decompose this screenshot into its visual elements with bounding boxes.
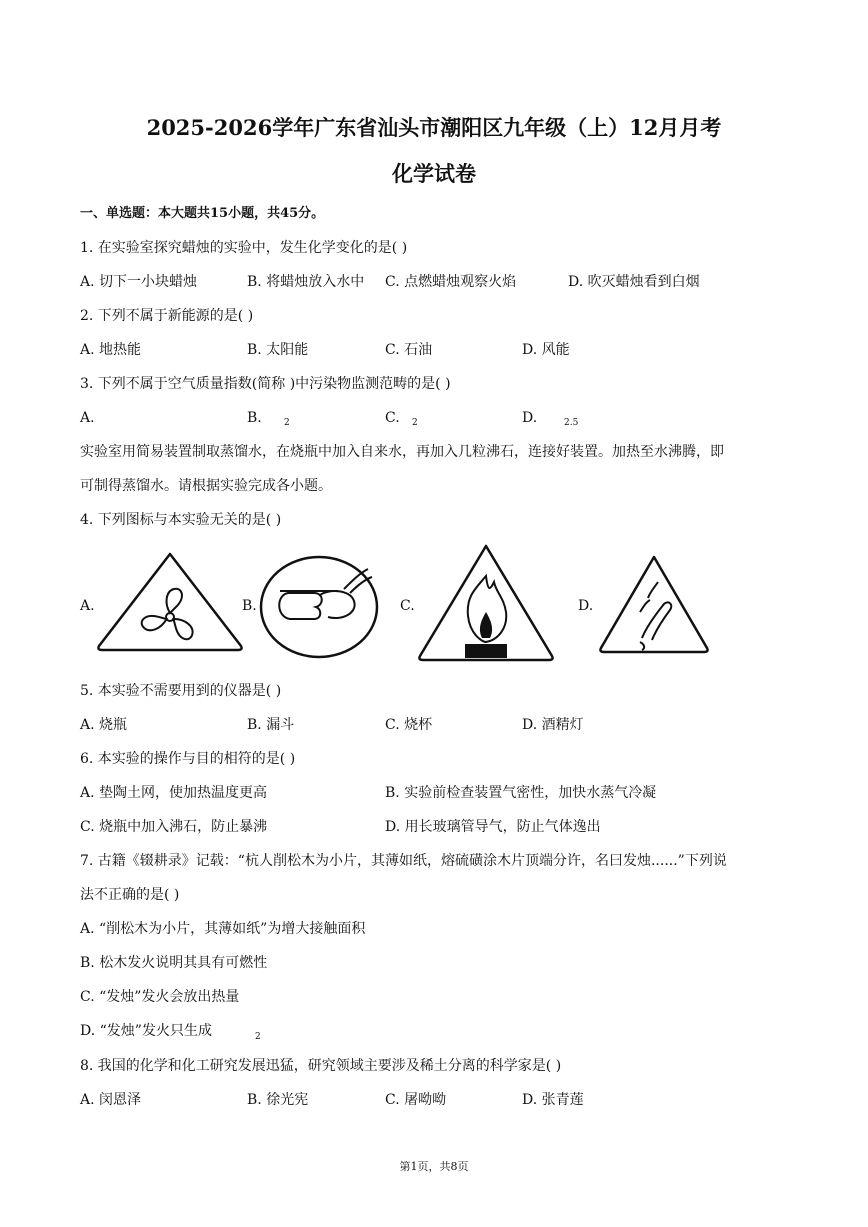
q8-option-a: A. 闵恩泽 <box>80 1092 142 1108</box>
q3-option-c: C. <box>385 410 400 426</box>
fan-warning-icon <box>95 550 245 654</box>
page-subtitle: 化学试卷 <box>392 161 476 186</box>
q8-option-d: D. 张青莲 <box>522 1092 584 1108</box>
q7-option-c: C. “发烛”发火会放出热量 <box>80 989 240 1005</box>
q8-option-b: B. 徐光宪 <box>247 1092 309 1108</box>
flame-warning-icon <box>416 542 556 664</box>
q5-option-b: B. 漏斗 <box>247 717 295 733</box>
question-3-stem: 3. 下列不属于空气质量指数(简称 )中污染物监测范畴的是( ) <box>80 376 451 392</box>
hand-wash-icon <box>258 555 380 659</box>
q7-option-d-subscript: 2 <box>255 1032 261 1042</box>
q7-option-b: B. 松木发火说明其具有可燃性 <box>80 955 268 971</box>
q6-option-a: A. 垫陶土网，使加热温度更高 <box>80 785 268 801</box>
question-6-stem: 6. 本实验的操作与目的相符的是( ) <box>80 751 296 767</box>
q5-option-c: C. 烧杯 <box>385 717 433 733</box>
question-4-stem: 4. 下列图标与本实验无关的是( ) <box>80 512 282 528</box>
passage-line-1: 实验室用简易装置制取蒸馏水，在烧瓶中加入自来水，再加入几粒沸石，连接好装置。加热至水沸腾，即 <box>80 444 724 460</box>
q2-option-d: D. 风能 <box>522 342 570 358</box>
q3-option-d: D. <box>522 410 538 426</box>
question-8-stem: 8. 我国的化学和化工研究发展迅猛，研究领域主要涉及稀土分离的科学家是( ) <box>80 1058 562 1074</box>
question-2-stem: 2. 下列不属于新能源的是( ) <box>80 308 254 324</box>
q2-option-c: C. 石油 <box>385 342 433 358</box>
page-number: 第1页，共8页 <box>399 1160 469 1173</box>
page-title: 2025-2026学年广东省汕头市潮阳区九年级（上）12月月考 <box>146 115 722 140</box>
section-header: 一、单选题：本大题共15小题，共45分。 <box>80 206 325 221</box>
passage-line-2: 可制得蒸馏水。请根据实验完成各小题。 <box>80 478 332 494</box>
q6-option-c: C. 烧瓶中加入沸石，防止暴沸 <box>80 819 268 835</box>
q4-option-c: C. <box>400 598 415 614</box>
hot-surface-warning-icon <box>598 554 710 654</box>
question-1-stem: 1. 在实验室探究蜡烛的实验中，发生化学变化的是( ) <box>80 240 408 256</box>
q3-option-b: B. <box>247 410 262 426</box>
q3-option-d-subscript: 2.5 <box>564 418 579 428</box>
q7-option-a: A. “削松木为小片，其薄如纸”为增大接触面积 <box>80 921 366 937</box>
q1-option-a: A. 切下一小块蜡烛 <box>80 274 198 290</box>
q3-option-a: A. <box>80 410 95 426</box>
q4-option-d: D. <box>578 598 594 614</box>
q2-option-a: A. 地热能 <box>80 342 142 358</box>
q8-option-c: C. 屠呦呦 <box>385 1092 447 1108</box>
q3-option-c-subscript: 2 <box>412 418 418 428</box>
q3-option-b-subscript: 2 <box>284 418 290 428</box>
q6-option-d: D. 用长玻璃管导气，防止气体逸出 <box>385 819 601 835</box>
question-7-stem-line-1: 7. 古籍《辍耕录》记载：“杭人削松木为小片，其薄如纸，熔硫磺涂木片顶端分许，名曰发烛......”下列说 <box>80 853 727 869</box>
question-7-stem-line-2: 法不正确的是( ) <box>80 887 180 903</box>
q1-option-c: C. 点燃蜡烛观察火焰 <box>385 274 517 290</box>
q4-option-b: B. <box>242 598 257 614</box>
question-5-stem: 5. 本实验不需要用到的仪器是( ) <box>80 683 282 699</box>
q7-option-d: D. “发烛”发火只生成 <box>80 1023 212 1039</box>
q6-option-b: B. 实验前检查装置气密性，加快水蒸气冷凝 <box>385 785 657 801</box>
q5-option-d: D. 酒精灯 <box>522 717 584 733</box>
q1-option-b: B. 将蜡烛放入水中 <box>247 274 365 290</box>
q1-option-d: D. 吹灭蜡烛看到白烟 <box>568 274 700 290</box>
q5-option-a: A. 烧瓶 <box>80 717 128 733</box>
q2-option-b: B. 太阳能 <box>247 342 309 358</box>
q4-option-a: A. <box>80 598 95 614</box>
